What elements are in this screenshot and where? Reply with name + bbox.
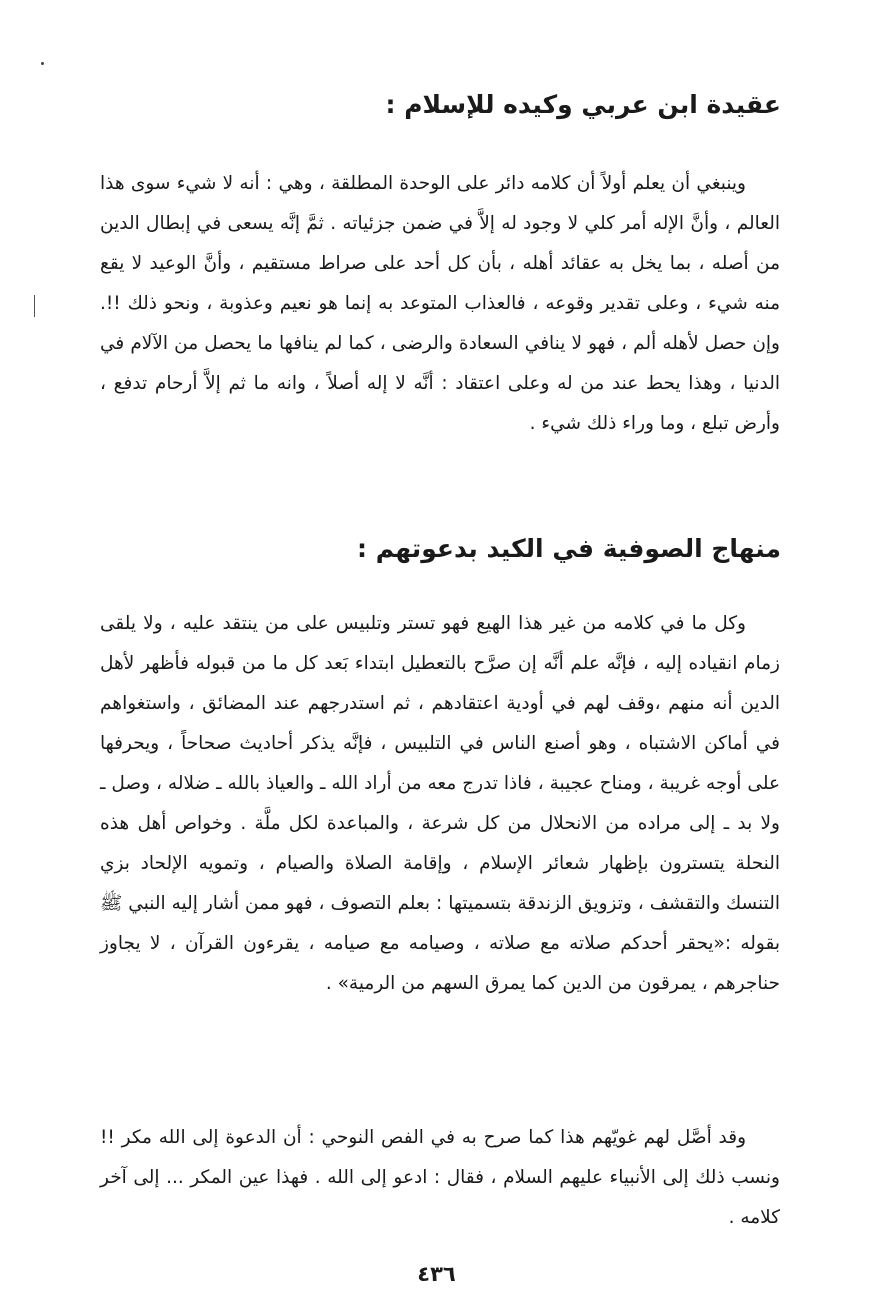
paragraph-block xyxy=(100,1118,780,1238)
margin-mark xyxy=(34,295,35,317)
scan-speck xyxy=(41,62,44,65)
paragraph-sufi-method: وكل ما في كلامه من غير هذا الهيع فهو تستر وتلبيس على من ينتقد عليه ، ولا يلقى زمام انقياده إليه ، فإنَّه علم أنَّه إن صرَّح بالتعطيل ابتداء بَعد كل ما من قبوله فأظهر لأهل الدين أنه منهم ،وقف لهم في أودية اعتقادهم ، ثم استدرجهم عند المضائق ، واستغواهم في أماكن الاشتباه ، وهو أصنع الناس في التلبيس ، فإنَّه يذكر أحاديث صحاحاً ، ويحرفها على أوجه غريبة ، ومناح عجيبة ، فاذا تدرج معه من أراد الله ـ والعياذ بالله ـ ضلاله ، وصل ـ ولا بد ـ إلى مراده من الانحلال من كل شرعة ، والمباعدة لكل ملَّة . وخواص أهل هذه النحلة يتسترون بإظهار شعائر الإسلام ، وإقامة الصلاة والصيام ، وتمويه الإلحاد بزي التنسك والتقشف ، وتزويق الزندقة بتسميتها : بعلم التصوف ، فهو ممن أشار إليه النبي ﷺ بقوله :«يحقر أحدكم صلاته مع صلاته ، وصيامه مع صيامه ، يقرءون القرآن ، لا يجاوز حناجرهم ، يمرقون من الدين كما يمرق السهم من الرمية» . xyxy=(100,613,780,994)
section-heading-ibn-arabi-creed: عقيدة ابن عربي وكيده للإسلام : xyxy=(385,90,781,119)
section-heading-sufi-method: منهاج الصوفية في الكيد بدعوتهم : xyxy=(357,534,781,563)
paragraph-block xyxy=(100,164,780,444)
paragraph-ibn-arabi-creed: وينبغي أن يعلم أولاً أن كلامه دائر على الوحدة المطلقة ، وهي : أنه لا شيء سوى هذا العالم ، وأنَّ الإله أمر كلي لا وجود له إلاَّ في ضمن جزئياته . ثمَّ إنَّه يسعى في إبطال الدين من أصله ، بما يخل به عقائد أهله ، بأن كل أحد على صراط مستقيم ، وأنَّ الوعيد لا يقع منه شيء ، وعلى تقدير وقوعه ، فالعذاب المتوعد به إنما هو نعيم وعذوبة ، ونحو ذلك !!. وإن حصل لأهله ألم ، فهو لا ينافي السعادة والرضى ، كما لم ينافها ما يحصل من الآلام في الدنيا ، وهذا يحط عند من له وعلى اعتقاد : أنَّه لا إله أصلاً ، وانه ما ثم إلاَّ أرحام تدفع ، وأرض تبلع ، وما وراء ذلك شيء . xyxy=(100,173,780,434)
paragraph-block xyxy=(100,604,780,1004)
paragraph-call-as-deception: وقد أصَّل لهم غويّهم هذا كما صرح به في الفص النوحي : أن الدعوة إلى الله مكر !! ونسب ذلك إلى الأنبياء عليهم السلام ، فقال : ادعو إلى الله . فهذا عين المكر ... إلى آخر كلامه . xyxy=(100,1127,780,1228)
page-number: ٤٣٦ xyxy=(417,1262,456,1286)
